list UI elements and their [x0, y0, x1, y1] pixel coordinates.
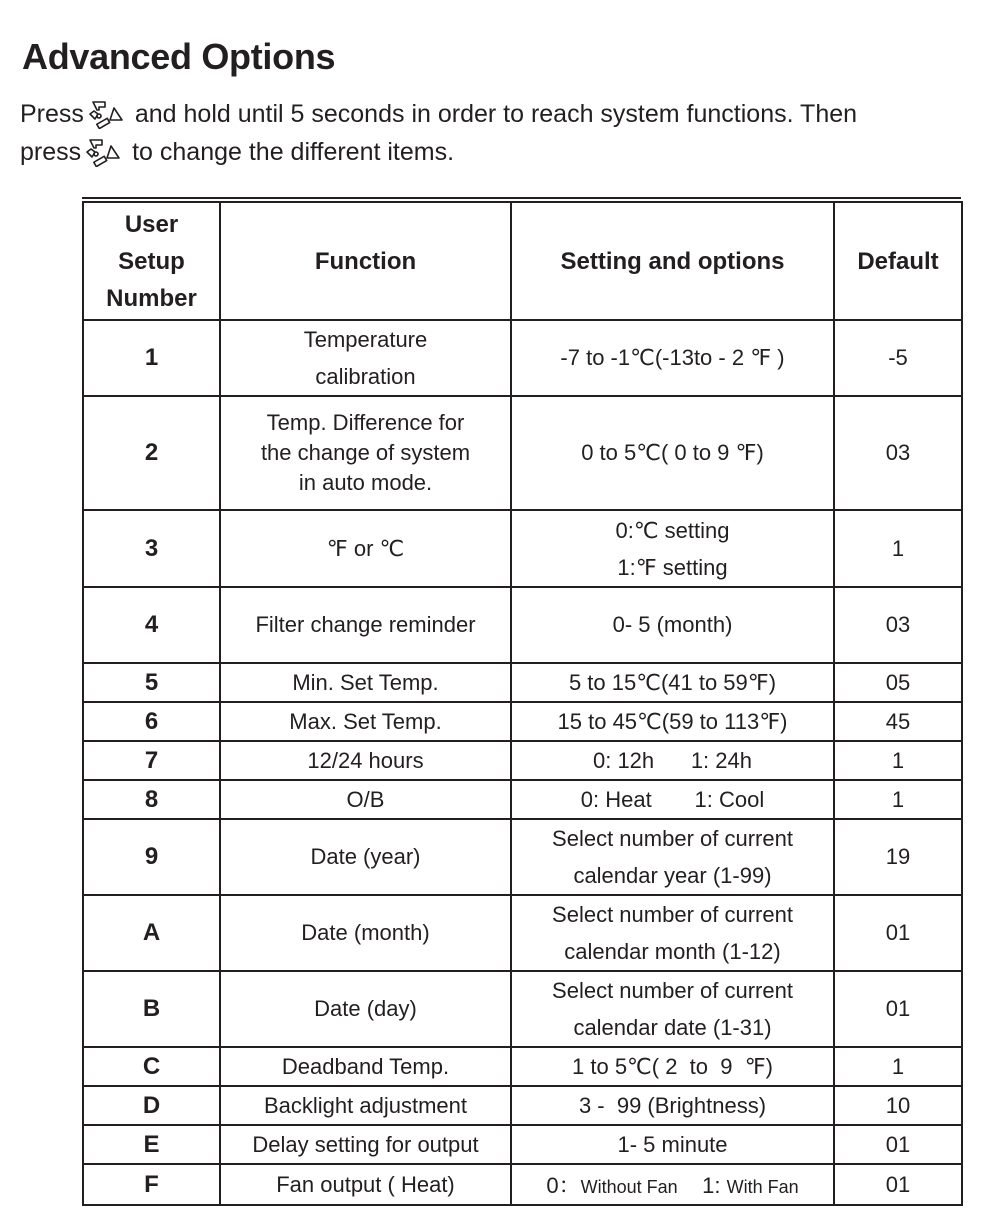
setup-number: 4 — [83, 587, 220, 663]
setting-line: Select number of current — [552, 902, 793, 927]
setup-number: 8 — [83, 780, 220, 819]
header-default: Default — [834, 202, 962, 320]
setting-cell: 0: Heat 1: Cool — [511, 780, 834, 819]
function-cell: Fan output ( Heat) — [220, 1164, 511, 1205]
function-cell: Date (month) — [220, 895, 511, 971]
setup-number: 2 — [83, 396, 220, 510]
intro-line-1 — [20, 95, 985, 133]
intro-line-2 — [20, 133, 985, 171]
default-cell: 05 — [834, 663, 962, 702]
default-cell: 45 — [834, 702, 962, 741]
setting-line: calendar year (1-99) — [573, 863, 772, 888]
setting-line: 0:℃ setting — [615, 517, 730, 543]
fan-mode-icon — [84, 99, 128, 129]
default-cell: -5 — [834, 320, 962, 396]
default-cell: 01 — [834, 971, 962, 1047]
table-row — [83, 1086, 962, 1125]
setting-line: calendar month (1-12) — [564, 939, 781, 964]
function-line: Temperature — [303, 327, 428, 352]
setting-cell — [511, 1164, 834, 1205]
setting-cell: 0- 5 (month) — [511, 587, 834, 663]
intro-text: Press — [20, 100, 84, 128]
setup-number: B — [83, 971, 220, 1047]
setting-cell — [511, 510, 834, 587]
setting-cell: 0 to 5℃( 0 to 9 ℉) — [511, 396, 834, 510]
table-row — [83, 780, 962, 819]
header-setting: Setting and options — [511, 202, 834, 320]
setup-table — [82, 201, 963, 1206]
setting-cell — [511, 971, 834, 1047]
setup-number: 5 — [83, 663, 220, 702]
default-cell: 01 — [834, 895, 962, 971]
default-cell: 1 — [834, 510, 962, 587]
header-function: Function — [220, 202, 511, 320]
function-cell: ℉ or ℃ — [220, 510, 511, 587]
function-line: calibration — [315, 364, 416, 389]
setup-number: C — [83, 1047, 220, 1086]
header-number-line: User — [124, 210, 179, 238]
setting-cell: -7 to -1℃(-13to - 2 ℉ ) — [511, 320, 834, 396]
default-cell: 01 — [834, 1125, 962, 1164]
table-row — [83, 663, 962, 702]
header-number-line: Number — [106, 284, 197, 312]
function-cell — [220, 320, 511, 396]
setup-number: D — [83, 1086, 220, 1125]
setting-cell: 1 to 5℃( 2 to 9 ℉) — [511, 1047, 834, 1086]
setting-part: With Fan — [726, 1177, 799, 1197]
default-cell: 01 — [834, 1164, 962, 1205]
function-line: the change of system — [260, 440, 471, 465]
table-row — [83, 1125, 962, 1164]
table-row — [83, 587, 962, 663]
default-cell: 19 — [834, 819, 962, 895]
setting-cell: 1- 5 minute — [511, 1125, 834, 1164]
default-cell: 10 — [834, 1086, 962, 1125]
setting-line: Select number of current — [552, 978, 793, 1003]
default-cell: 1 — [834, 1047, 962, 1086]
function-cell: Filter change reminder — [220, 587, 511, 663]
table-row — [83, 320, 962, 396]
default-cell: 1 — [834, 741, 962, 780]
setup-number: 6 — [83, 702, 220, 741]
intro-text: to change the different items. — [125, 138, 455, 166]
setting-cell: 15 to 45℃(59 to 113℉) — [511, 702, 834, 741]
function-line: Temp. Difference for — [266, 410, 465, 435]
function-cell: Date (day) — [220, 971, 511, 1047]
setup-number: A — [83, 895, 220, 971]
function-cell: 12/24 hours — [220, 741, 511, 780]
setting-cell: 5 to 15℃(41 to 59℉) — [511, 663, 834, 702]
function-line: in auto mode. — [298, 470, 433, 495]
function-cell: Backlight adjustment — [220, 1086, 511, 1125]
setting-part: : — [714, 1173, 727, 1198]
setup-number: 1 — [83, 320, 220, 396]
function-cell: Min. Set Temp. — [220, 663, 511, 702]
setting-part: ： — [558, 1173, 581, 1198]
setting-line: 1:℉ setting — [617, 554, 728, 580]
table-row — [83, 895, 962, 971]
top-rule — [82, 197, 961, 199]
setting-line: Select number of current — [552, 826, 793, 851]
function-cell — [220, 396, 511, 510]
setup-number: 3 — [83, 510, 220, 587]
function-cell: Max. Set Temp. — [220, 702, 511, 741]
table-row — [83, 1047, 962, 1086]
setting-cell: 0: 12h 1: 24h — [511, 741, 834, 780]
page-title: Advanced Options — [22, 36, 336, 77]
setting-part: Without Fan — [580, 1177, 678, 1197]
setting-cell: 3 - 99 (Brightness) — [511, 1086, 834, 1125]
table-header-row — [83, 202, 962, 320]
function-cell: Delay setting for output — [220, 1125, 511, 1164]
intro-text: press — [20, 138, 82, 166]
setting-cell — [511, 819, 834, 895]
header-number-line: Setup — [118, 247, 185, 275]
table-row — [83, 971, 962, 1047]
table-row — [83, 819, 962, 895]
setting-line: calendar date (1-31) — [573, 1015, 772, 1040]
setup-number: F — [83, 1164, 220, 1205]
table-row — [83, 702, 962, 741]
default-cell: 03 — [834, 396, 962, 510]
header-number — [83, 202, 220, 320]
setting-part: 1 — [702, 1173, 715, 1198]
function-cell: O/B — [220, 780, 511, 819]
table-row — [83, 510, 962, 587]
intro-text: and hold until 5 seconds in order to reach system functions. Then — [127, 100, 858, 128]
table-row — [83, 396, 962, 510]
setup-number: E — [83, 1125, 220, 1164]
fan-mode-icon — [81, 137, 125, 167]
default-cell: 03 — [834, 587, 962, 663]
setting-part: 0 — [546, 1173, 559, 1198]
function-cell: Date (year) — [220, 819, 511, 895]
intro-paragraph — [20, 95, 985, 171]
function-cell: Deadband Temp. — [220, 1047, 511, 1086]
table-row — [83, 1164, 962, 1205]
setup-number: 7 — [83, 741, 220, 780]
table-row — [83, 741, 962, 780]
setup-number: 9 — [83, 819, 220, 895]
default-cell: 1 — [834, 780, 962, 819]
setting-cell — [511, 895, 834, 971]
